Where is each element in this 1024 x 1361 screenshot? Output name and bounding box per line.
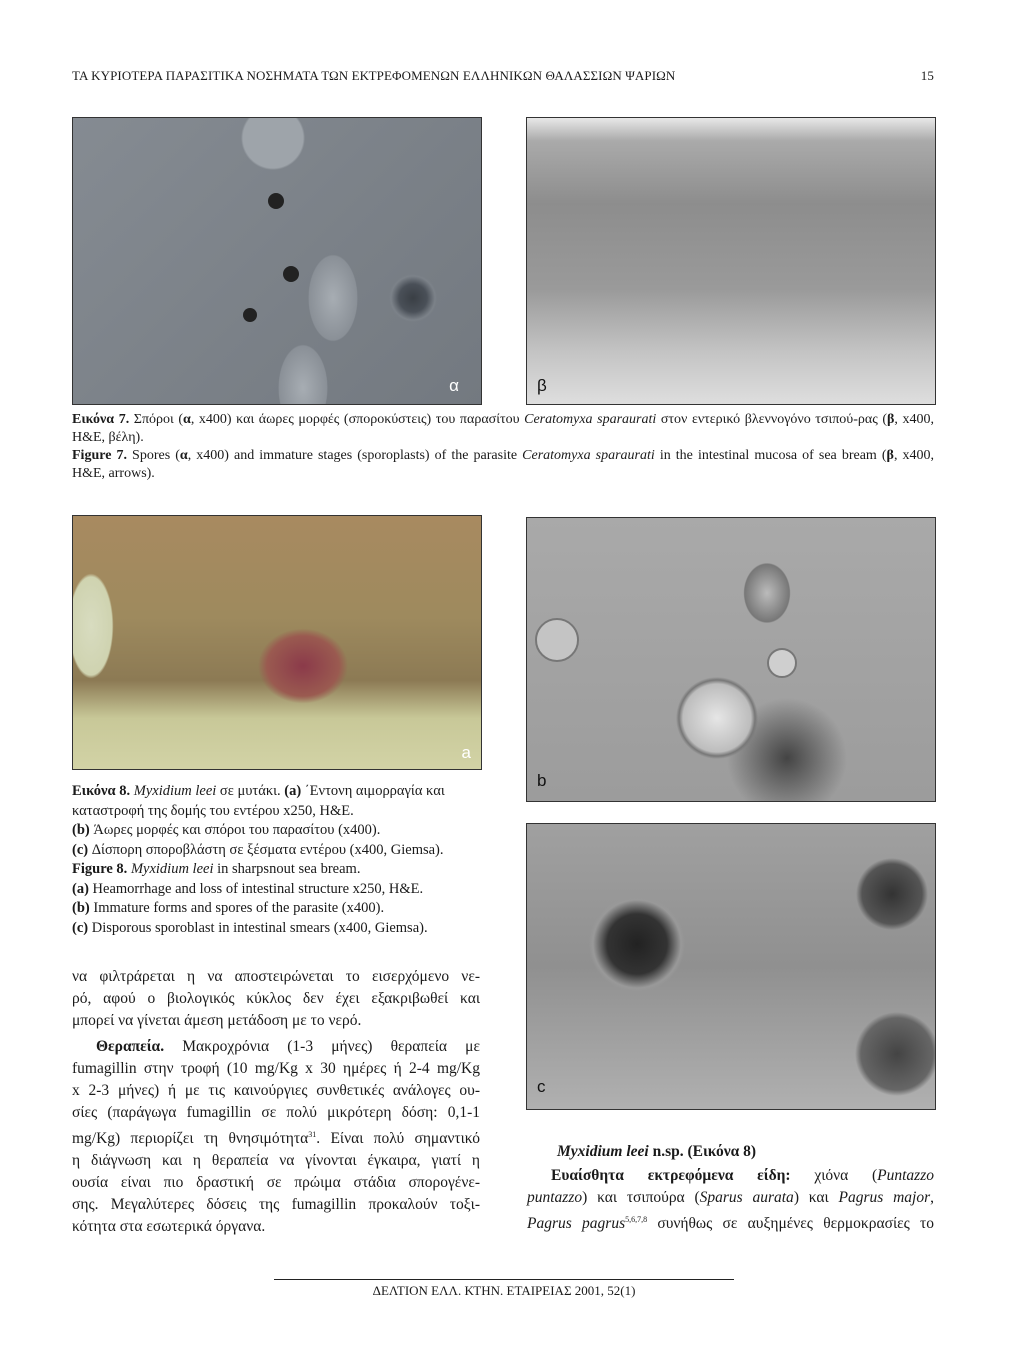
species-name: Sparus aurata <box>699 1189 794 1206</box>
page-number: 15 <box>920 68 934 83</box>
text-line <box>527 1165 934 1187</box>
section-heading <box>527 1141 934 1163</box>
species-name: Myxidium leei <box>130 861 214 877</box>
figure7-panel-a-label: α <box>449 376 459 395</box>
footer-journal: ΔΕΛΤΙΟΝ ΕΛΛ. ΚΤΗΝ. ΕΤΑΙΡΕΙΑΣ 2001, 52(1) <box>372 1283 636 1298</box>
caption-key: β <box>887 412 895 427</box>
caption-key: (c) <box>72 919 89 936</box>
caption-line <box>72 841 484 861</box>
cell <box>767 648 797 678</box>
caption-label: Εικόνα 8. <box>72 783 131 799</box>
species-name: Ceratomyxa sparaurati <box>522 448 655 463</box>
text-line: σης. Μεγαλύτερες δόσεις της fumagillin προκαλούν τοξι- <box>72 1196 480 1214</box>
footer-rule <box>274 1279 734 1280</box>
caption-text: Disporous sporoblast in intestinal smears (x400, Giemsa). <box>88 919 428 936</box>
text-line: ουσία είναι πιο δραστική σε πρώιμα στάδια σπορογένε- <box>72 1174 480 1192</box>
spore <box>283 266 299 282</box>
figure8-panel-c-label: c <box>537 1077 546 1096</box>
text-line: κότητα στα εσωτερικά όργανα. <box>72 1218 266 1236</box>
text-line <box>72 1036 480 1058</box>
caption-label: Figure 8. <box>72 861 128 877</box>
figure7-caption-english <box>72 447 934 483</box>
figure8-panel-b-photo <box>526 517 936 802</box>
text: , <box>930 1189 934 1206</box>
text-line: fumagillin στην τροφή (10 mg/Kg x 30 ημέρες ή 2-4 mg/Kg <box>72 1060 480 1077</box>
caption-text: σε μυτάκι. <box>216 783 285 799</box>
caption-text: Δίσπορη σποροβλάστη σε ξέσματα εντέρου (x400, Giemsa). <box>88 841 444 858</box>
caption-text: στον εντερικό βλεννογόνο τσιπού-ρας ( <box>656 412 888 427</box>
caption-key: (a) <box>284 783 302 799</box>
caption-line <box>72 860 484 880</box>
running-title: ΤΑ ΚΥΡΙΟΤΕΡΑ ΠΑΡΑΣΙΤΙΚΑ ΝΟΣΗΜΑΤΑ ΤΩΝ ΕΚΤΡΕΦΟΜΕΝΩΝ ΕΛΛΗΝΙΚΩΝ ΘΑΛΑΣΣΙΩΝ ΨΑΡΙΩΝ <box>72 68 676 83</box>
caption-text: ΄Εντονη αιμορραγία και καταστροφή της δομής του εντέρου x250, H&E. <box>72 783 445 819</box>
caption-text: in the intestinal mucosa of sea bream ( <box>654 448 887 463</box>
figure7-panel-b-photo <box>526 117 936 405</box>
reference: 31 <box>308 1130 317 1139</box>
caption-line <box>72 821 484 841</box>
text-line: μπορεί να γίνεται άμεση μετάδοση με το νερό. <box>72 1012 362 1029</box>
section-heading: Θεραπεία. <box>96 1038 165 1055</box>
species-name: Pagrus major <box>838 1189 931 1206</box>
figure7-panel-b-label: β <box>537 376 547 395</box>
caption-key: (c) <box>72 841 89 858</box>
caption-text: Spores ( <box>126 448 180 463</box>
species-name: Pagrus pagrus <box>527 1215 626 1233</box>
right-column-text <box>527 1141 934 1235</box>
heading-text: n.sp. (Εικόνα 8) <box>648 1143 757 1160</box>
species-name: Puntazzo <box>877 1167 934 1184</box>
caption-text: , x400, H&E, arrows). <box>72 448 935 481</box>
caption-text: , x400) and immature stages (sporoplasts) of the parasite <box>187 448 523 463</box>
text-line <box>527 1187 934 1209</box>
text: ) και τσιπούρα ( <box>582 1189 700 1206</box>
species-name: puntazzo <box>527 1189 583 1206</box>
figure8-panel-b-label: b <box>537 771 547 790</box>
caption-text: , x400, H&E, βέλη). <box>72 412 934 445</box>
text: mg/Kg) περιορίζει τη θνησιμότητα <box>72 1130 309 1148</box>
figure7-caption <box>72 411 934 483</box>
text: Μακροχρόνια (1-3 μήνες) θεραπεία με <box>164 1038 480 1055</box>
text-line <box>72 1124 480 1150</box>
caption-key: (b) <box>72 900 90 916</box>
species-name: Ceratomyxa sparaurati <box>524 412 657 427</box>
figure8-panel-a-label: a <box>461 743 471 762</box>
text: . Είναι πολύ σημαντικό <box>316 1130 480 1148</box>
figure8-panel-c-photo <box>526 823 936 1110</box>
caption-key: (b) <box>72 822 90 838</box>
label: Ευαίσθητα εκτρεφόμενα είδη: <box>551 1167 791 1184</box>
spore <box>243 308 257 322</box>
figure7-caption-greek <box>72 411 934 447</box>
text: ) και <box>793 1189 839 1206</box>
caption-key: α <box>179 448 188 463</box>
text-line: σίες (παράγωγα fumagillin σε πολύ μικρότερη δόση: 0,1-1 <box>72 1104 480 1121</box>
text-line: ρό, αφού ο βιολογικός κύκλος δεν έχει εξακριβωθεί και <box>72 990 480 1007</box>
text-line: να φιλτράρεται η να αποστειρώνεται το εισερχόμενο νε- <box>72 968 480 985</box>
cell <box>535 618 579 662</box>
running-header <box>72 68 934 84</box>
caption-key: α <box>183 412 191 427</box>
caption-text: , x400) και άωρες μορφές (σποροκύστεις) του παρασίτου <box>190 412 525 427</box>
text-line <box>527 1209 934 1235</box>
caption-label: Εικόνα 7. <box>72 412 130 427</box>
caption-line <box>72 919 484 939</box>
spore <box>268 193 284 209</box>
species-name: Myxidium leei <box>133 783 217 799</box>
therapy-paragraph <box>72 1036 480 1238</box>
figure8-panel-a-photo <box>72 515 482 770</box>
species-name: Myxidium leei <box>557 1143 649 1160</box>
figure7-panel-a-photo <box>72 117 482 405</box>
paragraph <box>72 966 480 1032</box>
caption-label: Figure 7. <box>72 448 127 463</box>
caption-text: Immature forms and spores of the parasite (x400). <box>89 900 385 916</box>
text-line: η διάγνωση και η θεραπεία να γίνονται έγκαιρα, γιατί η <box>72 1152 480 1170</box>
text: συνήθως σε αυξημένες θερμοκρασίες το <box>647 1215 934 1233</box>
caption-key: (a) <box>72 880 89 897</box>
caption-line <box>72 880 484 900</box>
caption-text: Heamorrhage and loss of intestinal structure x250, H&E. <box>88 880 424 897</box>
text: χιόνα ( <box>790 1167 878 1184</box>
caption-line <box>72 899 484 919</box>
caption-key: β <box>886 448 894 463</box>
figure8-caption <box>72 782 484 938</box>
reference: 5,6,7,8 <box>625 1215 648 1224</box>
caption-text: in sharpsnout sea bream. <box>213 861 361 877</box>
caption-text: Άωρες μορφές και σπόροι του παρασίτου (x400). <box>89 822 381 838</box>
caption-line <box>72 782 484 821</box>
caption-text: Σπόροι ( <box>129 412 184 427</box>
left-column-text <box>72 966 480 1238</box>
text-line: x 2-3 μήνες) ή με τις καινούργιες συνθετικές ανάλογες ου- <box>72 1082 480 1099</box>
